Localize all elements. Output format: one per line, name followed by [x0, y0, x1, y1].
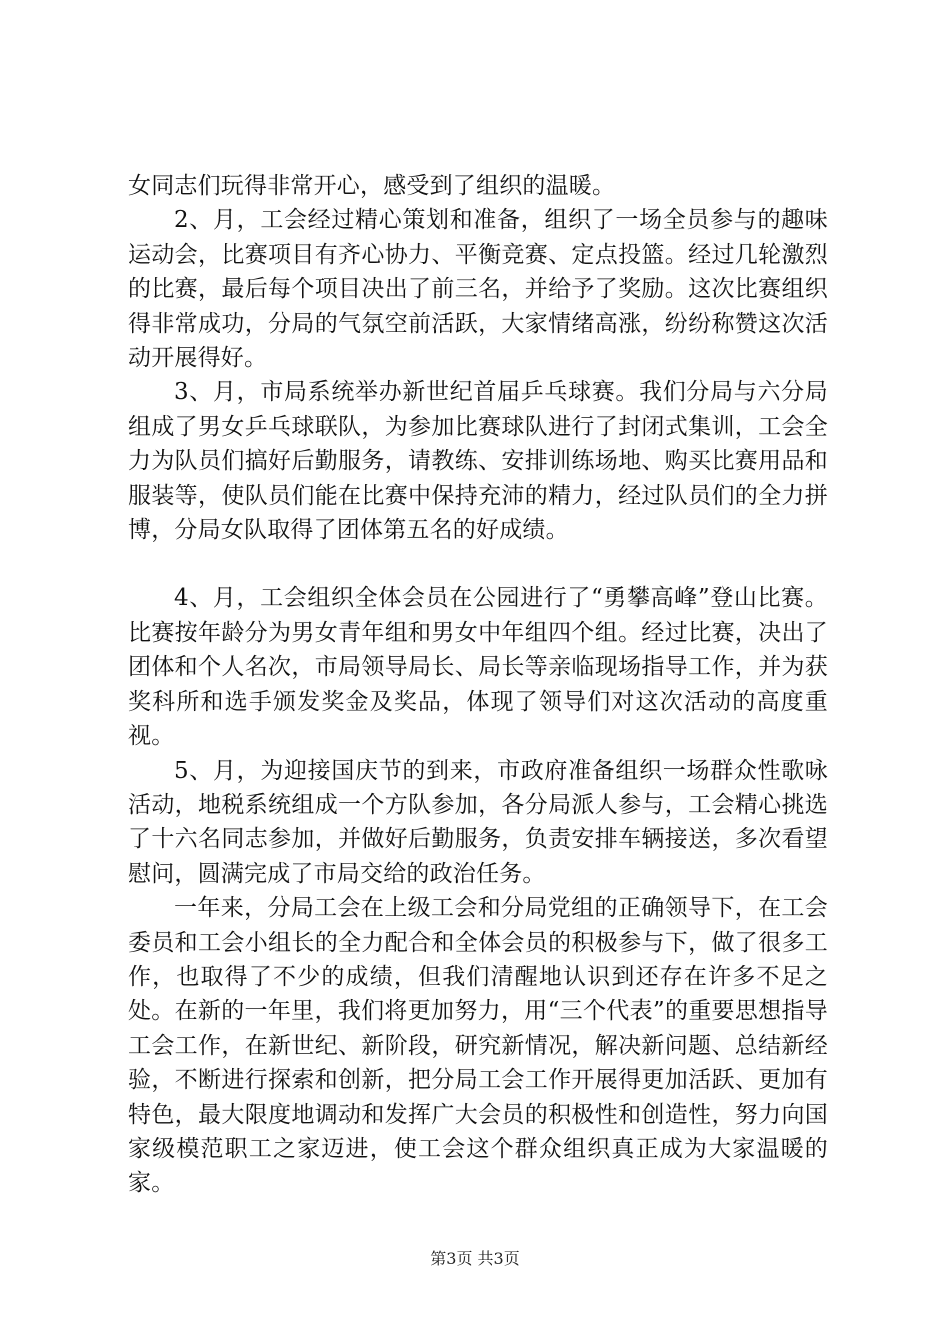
document-body: [128, 169, 828, 1201]
paragraph-item-5: 5、月，为迎接国庆节的到来，市政府准备组织一场群众性歌咏活动，地税系统组成一个方队参加，各分局派人参与，工会精心挑选了十六名同志参加，并做好后勤服务，负责安排车辆接送，多次看望慰问，圆满完成了市局交给的政治任务。: [128, 757, 828, 887]
page-footer: 第3页 共3页: [430, 1249, 520, 1268]
paragraph-continuation: 女同志们玩得非常开心，感受到了组织的温暖。: [128, 173, 616, 199]
paragraph-summary: 一年来，分局工会在上级工会和分局党组的正确领导下，在工会委员和工会小组长的全力配合和全体会员的积极参与下，做了很多工作，也取得了不少的成绩，但我们清醒地认识到还存在许多不足之处。在新的一年里，我们将更加努力，用“三个代表”的重要思想指导工会工作，在新世纪、新阶段，研究新情况，解决新问题、总结新经验，不断进行探索和创新，把分局工会工作开展得更加活跃、更加有特色，最大限度地调动和发挥广大会员的积极性和创造性，努力向国家级模范职工之家迈进，使工会这个群众组织真正成为大家温暖的家。: [128, 895, 828, 1197]
paragraph-item-4: 4、月，工会组织全体会员在公园进行了“勇攀高峰”登山比赛。比赛按年龄分为男女青年组和男女中年组四个组。经过比赛，决出了团体和个人名次，市局领导局长、局长等亲临现场指导工作，并为获奖科所和选手颁发奖金及奖品，体现了领导们对这次活动的高度重视。: [128, 585, 828, 750]
paragraph-item-2: 2、月，工会经过精心策划和准备，组织了一场全员参与的趣味运动会，比赛项目有齐心协力、平衡竞赛、定点投篮。经过几轮激烈的比赛，最后每个项目决出了前三名，并给予了奖励。这次比赛组织得非常成功，分局的气氛空前活跃，大家情绪高涨，纷纷称赞这次活动开展得好。: [128, 207, 828, 372]
paragraph-item-3: 3、月，市局系统举办新世纪首届乒乓球赛。我们分局与六分局组成了男女乒乓球联队，为参加比赛球队进行了封闭式集训，工会全力为队员们搞好后勤服务，请教练、安排训练场地、购买比赛用品和服装等，使队员们能在比赛中保持充沛的精力，经过队员们的全力拼博，分局女队取得了团体第五名的好成绩。: [128, 379, 828, 544]
